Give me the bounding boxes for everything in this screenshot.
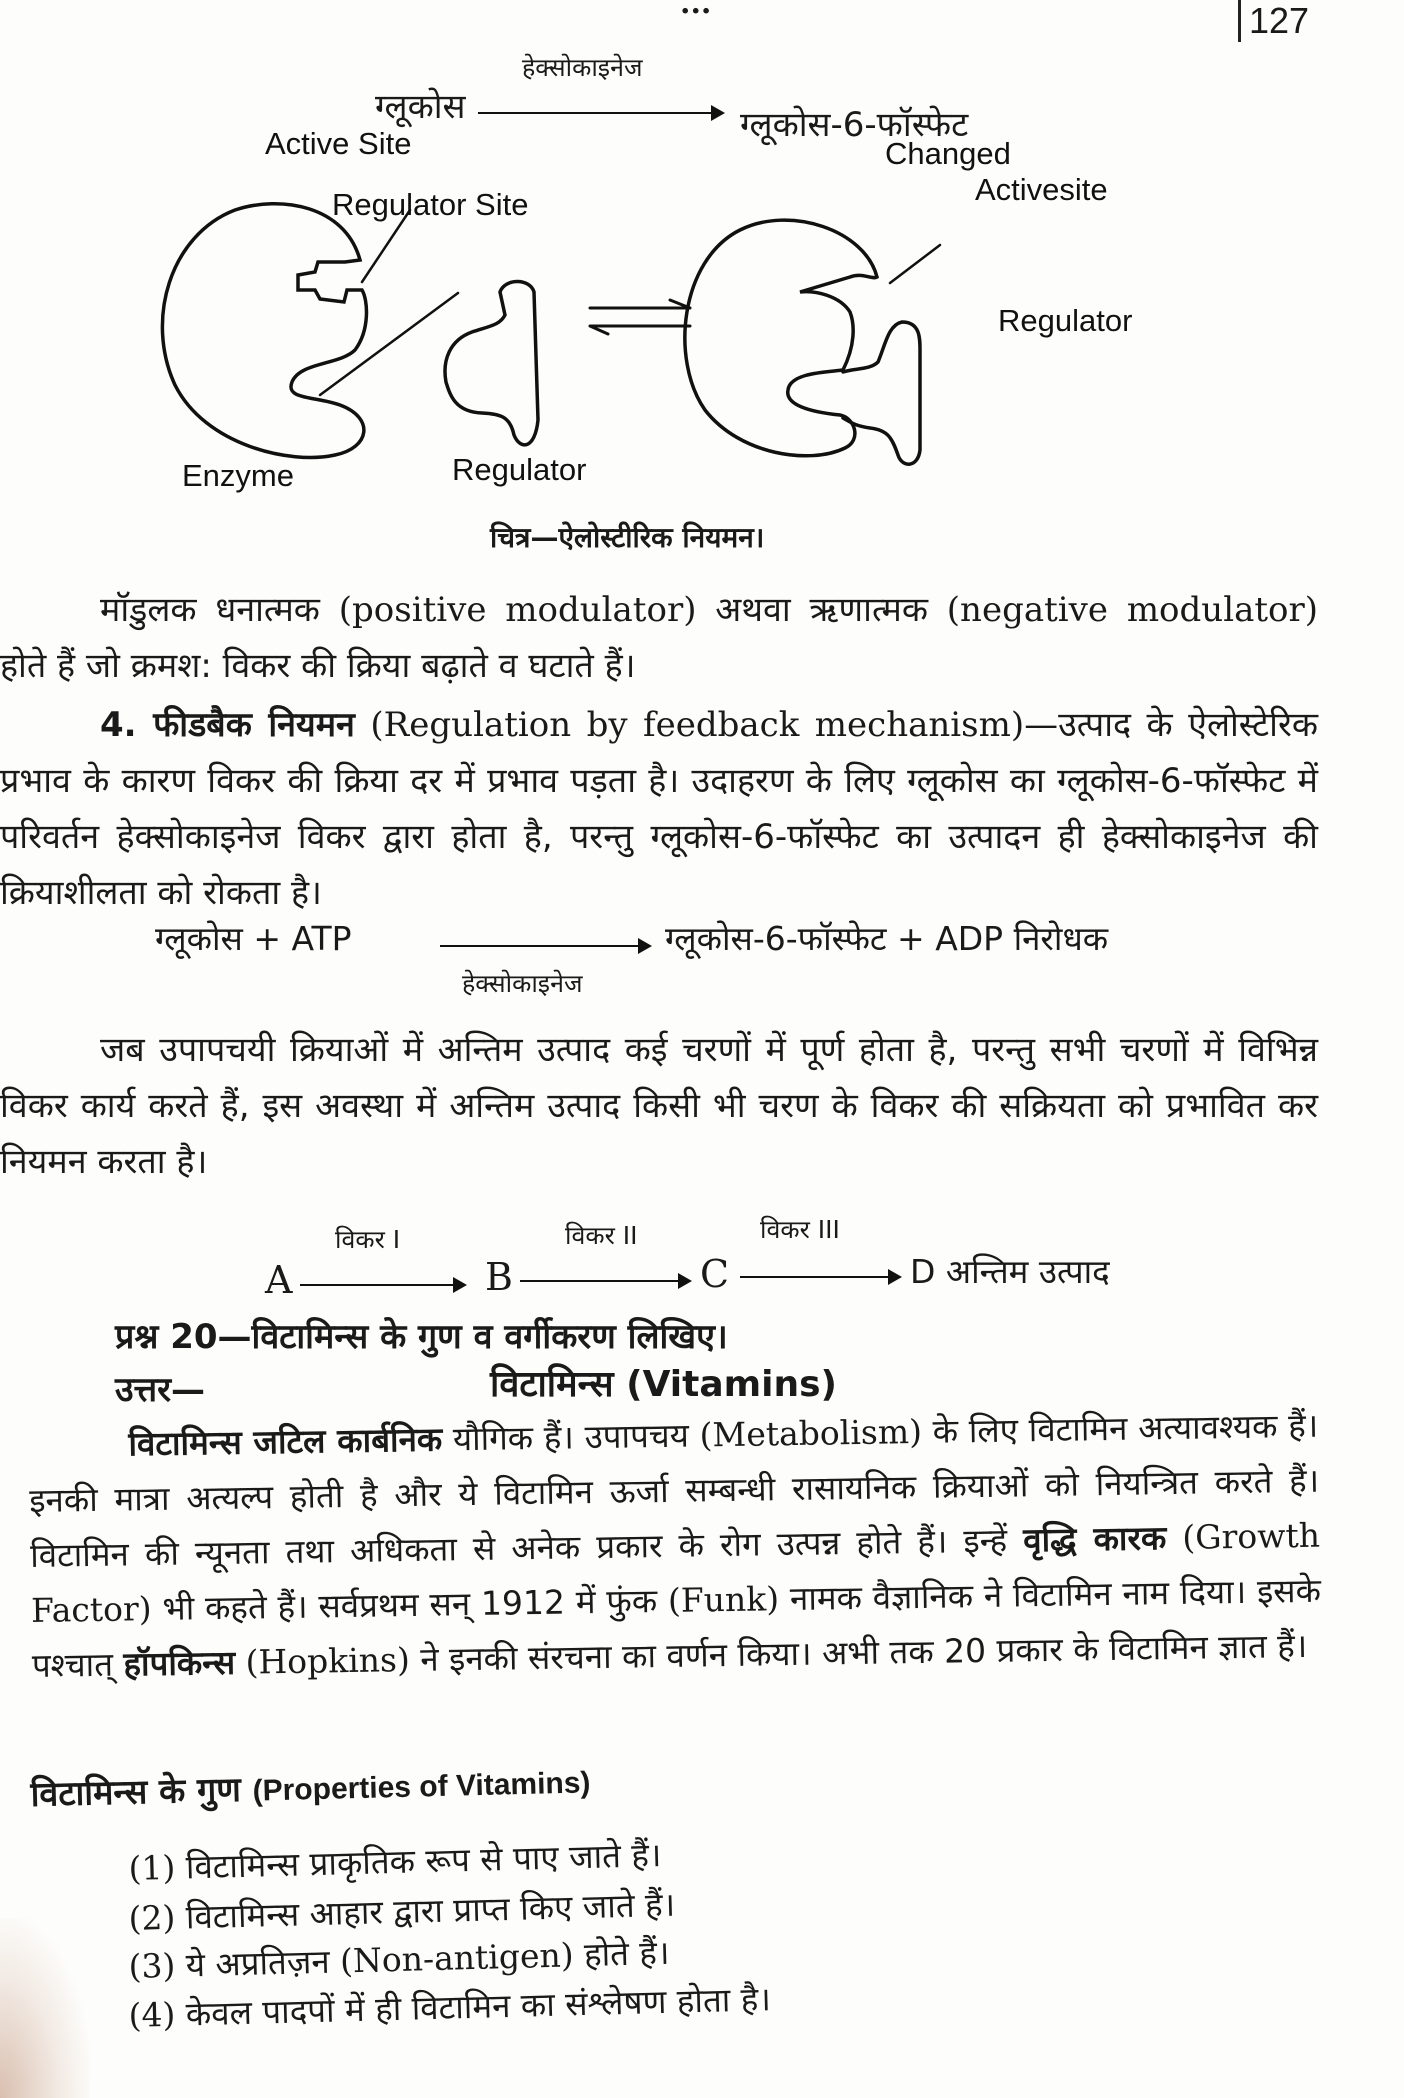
page-stain — [0, 1918, 90, 2098]
chain-node-d: D अन्तिम उत्पाद — [910, 1252, 1110, 1291]
paragraph-feedback-regulation: 4. फीडबैक नियमन (Regulation by feedback mechanism)—उत्पाद के ऐलोस्टेरिक प्रभाव के कारण विकर की क्रिया दर में प्रभाव पड़ता है। उदाहरण के लिए ग्लूकोस का ग्लूकोस-6-फॉस्फेट में परिवर्तन हेक्सोकाइनेज विकर द्वारा होता है, परन्तु ग्लूकोस-6-फॉस्फेट का उत्पादन ही हेक्सोकाइनेज की क्रियाशीलता को रोकता है। — [0, 705, 1318, 913]
label-enzyme: Enzyme — [182, 458, 294, 493]
chain-node-a: A — [265, 1258, 293, 1302]
paragraph-vitamins: विटामिन्स जटिल कार्बनिक यौगिक हैं। उपापचय (Metabolism) के लिए विटामिन अत्यावश्यक हैं। इनकी मात्रा अत्यल्प होती है और ये विटामिन ऊर्जा सम्बन्धी रासायनिक क्रियाओं को नियन्त्रित करते हैं। विटामिन की न्यूनता तथा अधिकता से अनेक प्रकार के रोग उत्पन्न होते हैं। इन्हें वृद्धि कारक (Growth Factor) भी कहते हैं। सर्वप्रथम सन् 1912 में फुंक (Funk) नामक वैज्ञानिक ने विटामिन नाम दिया। इसके पश्चात् हॉपकिन्स (Hopkins) ने इनकी संरचना का वर्णन किया। अभी तक 20 प्रकार के विटामिन ज्ञात हैं। — [28, 1405, 1322, 1685]
reaction1-substrate: ग्लूकोस — [375, 87, 466, 127]
page-number: 127 — [1238, 0, 1309, 42]
reaction2-arrow-icon — [440, 945, 650, 947]
chain-arrow-2-icon — [520, 1280, 690, 1282]
chain-node-b: B — [485, 1255, 513, 1299]
reaction2-enzyme: हेक्सोकाइनेज — [462, 969, 583, 998]
property-item-1: (1) विटामिन्स प्राकृतिक रूप से पाए जाते हैं। — [128, 1835, 662, 1888]
label-regulator-site: Regulator Site — [332, 187, 529, 222]
label-activesite: Activesite — [975, 172, 1108, 207]
label-changed: Changed — [885, 136, 1011, 171]
header-cut-text: ... — [680, 0, 712, 21]
chain-arrow-1-icon — [300, 1284, 465, 1286]
reaction1-product: ग्लूकोस-6-फॉस्फेट — [740, 105, 969, 145]
chain-node-c: C — [700, 1252, 730, 1296]
label-right-regulator: Regulator — [998, 303, 1133, 338]
equilibrium-arrows-icon — [590, 300, 690, 334]
figure-caption: चित्र—ऐलोस्टीरिक नियमन। — [490, 521, 765, 554]
chain-enzyme-1: विकर I — [335, 1225, 401, 1254]
chain-enzyme-2: विकर II — [565, 1221, 638, 1250]
label-regulator: Regulator — [452, 452, 587, 487]
answer-label: उत्तर— — [115, 1370, 206, 1410]
answer-title: विटामिन्स (Vitamins) — [490, 1364, 838, 1405]
reaction2-right: ग्लूकोस-6-फॉस्फेट + ADP निरोधक — [665, 919, 1109, 958]
paragraph-steps: जब उपापचयी क्रियाओं में अन्तिम उत्पाद कई चरणों में पूर्ण होता है, परन्तु सभी चरणों में विभिन्न विकर कार्य करते हैं, इस अवस्था में अन्तिम उत्पाद किसी भी चरण के विकर की सक्रियता को प्रभावित कर नियमन करता है। — [0, 1030, 1318, 1182]
question-heading: प्रश्न 20—विटामिन्स के गुण व वर्गीकरण लिखिए। — [115, 1317, 728, 1357]
paragraph-modulator: मॉडुलक धनात्मक (positive modulator) अथवा ऋणात्मक (negative modulator) होते हैं जो क्रमश: विकर की क्रिया बढ़ाते व घटाते हैं। — [0, 590, 1318, 686]
reaction1-enzyme: हेक्सोकाइनेज — [522, 53, 643, 82]
properties-heading: विटामिन्स के गुण (Properties of Vitamins) — [30, 1766, 591, 1815]
chain-arrow-3-icon — [740, 1276, 900, 1278]
property-item-3: (3) ये अप्रतिज़न (Non-antigen) होते हैं। — [128, 1932, 670, 1986]
label-active-site: Active Site — [265, 126, 412, 161]
bound-regulator-shape-icon — [843, 322, 920, 464]
reaction1-arrow-icon — [478, 112, 723, 114]
allosteric-diagram — [150, 126, 1160, 510]
reaction2-left: ग्लूकोस + ATP — [155, 919, 352, 958]
section4-heading: 4. फीडबैक नियमन — [100, 705, 355, 745]
enzyme-shape-icon — [162, 204, 366, 458]
property-item-4: (4) केवल पादपों में ही विटामिन का संश्लेषण होता है। — [128, 1979, 772, 2035]
property-item-2: (2) विटामिन्स आहार द्वारा प्राप्त किए जाते हैं। — [128, 1884, 676, 1938]
regulator-shape-icon — [445, 282, 538, 445]
chain-enzyme-3: विकर III — [760, 1215, 840, 1244]
